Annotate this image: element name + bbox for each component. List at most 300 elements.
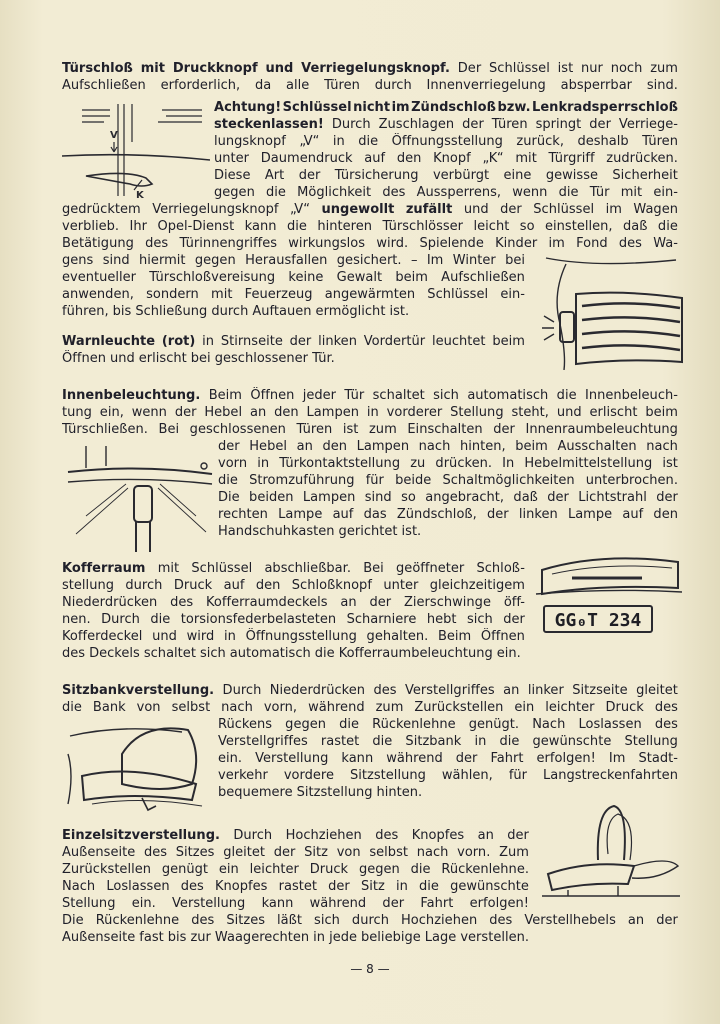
word: die: [657, 219, 678, 234]
word: wenn: [131, 405, 167, 420]
word: Zuschlagen: [378, 117, 455, 132]
word: in: [257, 456, 270, 471]
word: für: [508, 768, 528, 783]
word: Hochziehen: [285, 828, 362, 843]
word: Scharniere: [346, 612, 417, 627]
word: Türschließen.: [62, 422, 148, 437]
einzelsitz-line: [62, 912, 678, 929]
word: bei: [190, 351, 211, 366]
word: Zündschloß,: [396, 507, 477, 522]
word: Beim: [208, 388, 242, 403]
word: Sitzes: [175, 845, 215, 860]
word: Ausschalten: [557, 439, 637, 454]
word: des: [191, 913, 215, 928]
word: Wagen: [633, 202, 678, 217]
word: an: [503, 683, 520, 698]
word: Lage: [424, 930, 457, 945]
word: nur: [581, 61, 603, 76]
word: der: [328, 879, 350, 894]
word: noch: [610, 61, 643, 76]
word: gegen: [214, 185, 255, 200]
word: Stellung: [624, 734, 678, 749]
word: Öffnungsstellung: [245, 629, 357, 644]
word: Öffnen: [480, 629, 525, 644]
word: zum: [375, 700, 404, 715]
word: Diese: [214, 168, 251, 183]
word: mit: [157, 561, 180, 576]
word: rechten: [218, 507, 268, 522]
word: kann: [244, 219, 277, 234]
einzelsitz-line: [62, 861, 529, 878]
tuerschloss-line: [62, 60, 678, 77]
word: hebt: [426, 612, 457, 627]
kofferraum-line: [62, 560, 525, 577]
word: zufällt: [405, 202, 453, 217]
word: in: [223, 629, 236, 644]
label-k: K: [136, 190, 144, 198]
word: die: [218, 473, 238, 488]
word: beim: [492, 334, 525, 349]
kofferraum-line: [62, 611, 525, 628]
word: Türinnengriffes: [179, 236, 278, 251]
word: an: [477, 828, 494, 843]
word: Betätigung: [62, 236, 134, 251]
word: Rückenlehne: [372, 717, 456, 732]
word: ein.: [131, 896, 156, 911]
word: drücken.: [435, 456, 492, 471]
word: gewisse: [545, 168, 599, 183]
word: der: [503, 612, 525, 627]
word: den: [274, 405, 299, 420]
word: Feuerzeug: [244, 287, 313, 302]
word: automatisch: [229, 646, 311, 661]
word: bei: [505, 253, 525, 268]
word: der: [656, 490, 678, 505]
word: Hochziehen: [401, 913, 478, 928]
word: des: [373, 683, 397, 698]
word: Fond: [576, 236, 608, 251]
word: ermöglicht: [315, 304, 386, 319]
word: Art: [264, 168, 285, 183]
word: in: [395, 879, 408, 894]
word: unter: [214, 151, 250, 166]
word: erlischt: [589, 405, 638, 420]
word: Daumendruck: [260, 151, 353, 166]
tuerschloss-line: [62, 77, 678, 94]
word: Rückenlehne.: [441, 862, 529, 877]
word: Druck: [605, 700, 644, 715]
tuerschloss-line: [62, 252, 525, 269]
word: abschließbar.: [264, 561, 351, 576]
word: hiermit: [139, 253, 186, 268]
word: Bei: [363, 561, 384, 576]
word: Knopfes: [214, 879, 268, 894]
word: stellung: [62, 578, 114, 593]
word: Langstreckenfahrten: [543, 768, 678, 783]
word: führen,: [62, 304, 109, 319]
word: der: [382, 896, 405, 911]
word: steht,: [511, 405, 549, 420]
word: in: [366, 405, 379, 420]
warnleuchte-line: [62, 333, 525, 350]
word: kann: [261, 896, 294, 911]
word: für: [365, 473, 384, 488]
word: während: [386, 751, 443, 766]
innenbeleuchtung-line: [218, 455, 678, 472]
word: Zurückstellen: [62, 862, 151, 877]
innenbeleuchtung-line: [62, 404, 678, 421]
word: des: [62, 646, 86, 661]
word: da: [254, 78, 272, 93]
word: Niederdrücken: [269, 683, 366, 698]
word: wirkungslos: [288, 236, 366, 251]
word: hinten,: [459, 439, 506, 454]
word: keine: [288, 270, 324, 285]
word: Bank: [92, 700, 126, 715]
word: ist: [342, 422, 359, 437]
word: Außenseite: [62, 845, 136, 860]
word: nach: [418, 439, 451, 454]
word: Knopfes: [411, 828, 465, 843]
word: der: [273, 845, 296, 860]
word: Stellung: [450, 405, 504, 420]
word: Niederdrücken: [62, 595, 158, 610]
word: Lampe: [567, 507, 613, 522]
word: schaltet: [372, 388, 425, 403]
word: des: [654, 717, 678, 732]
word: Warnleuchte: [62, 334, 156, 349]
word: Schlüssel: [489, 61, 550, 76]
innenbeleuchtung-line: [62, 421, 678, 438]
word: sich: [466, 612, 493, 627]
word: bzw.: [497, 100, 531, 115]
word: Verriegelungsknopf: [152, 202, 279, 217]
word: gewünschte: [450, 879, 529, 894]
word: Türschlösser: [382, 219, 464, 234]
word: zum: [368, 422, 397, 437]
word: mit: [140, 61, 166, 76]
word: Zierschwinge: [403, 595, 491, 610]
word: des: [489, 913, 513, 928]
word: Im: [426, 253, 444, 268]
word: Herausfallen: [245, 253, 328, 268]
word: der: [493, 422, 515, 437]
word: in: [474, 734, 487, 749]
word: linker: [527, 683, 564, 698]
word: Zum: [499, 845, 529, 860]
word: Türsicherung: [334, 168, 419, 183]
word: geschlossenen: [189, 422, 286, 437]
word: Türen: [642, 134, 678, 149]
word: einstellen,: [545, 219, 613, 234]
word: linken: [318, 334, 357, 349]
word: im: [605, 202, 622, 217]
word: die: [558, 185, 579, 200]
word: Vordertür: [363, 334, 426, 349]
word: der: [298, 168, 321, 183]
word: eventueller: [62, 270, 137, 285]
word: Wa-: [653, 236, 678, 251]
word: angewärmten: [324, 287, 416, 302]
word: beim: [515, 439, 548, 454]
word: Kinder: [495, 236, 538, 251]
word: mit: [211, 287, 233, 302]
word: gens: [62, 253, 94, 268]
word: Durch: [331, 117, 371, 132]
warning-light-illustration: [536, 254, 684, 370]
word: bequemere: [218, 785, 293, 800]
word: gleichzeitigem: [429, 578, 525, 593]
word: anwenden,: [62, 287, 134, 302]
word: der: [174, 405, 197, 420]
word: bis: [167, 930, 187, 945]
word: Schloß-: [476, 561, 525, 576]
word: Der: [457, 61, 482, 76]
word: wählen,: [441, 768, 493, 783]
word: ein-: [500, 287, 525, 302]
word: Schlüssel: [191, 561, 253, 576]
word: und: [265, 61, 294, 76]
word: Schaltmöglichkeiten: [442, 473, 575, 488]
word: Kofferraumbeleuchtung: [338, 646, 493, 661]
word: jede: [329, 930, 358, 945]
word: im: [548, 236, 565, 251]
word: wenn: [512, 185, 548, 200]
word: Türen: [491, 117, 528, 132]
word: hinten.: [376, 785, 423, 800]
word: von: [336, 845, 361, 860]
word: verblieb.: [62, 219, 120, 234]
word: daß: [513, 490, 538, 505]
word: jeder: [302, 388, 337, 403]
word: des: [382, 185, 406, 200]
word: an: [340, 595, 357, 610]
word: Handschuhkasten: [218, 524, 335, 539]
word: Stromzuführung: [249, 473, 355, 488]
word: gegen: [285, 717, 327, 732]
word: Rückenlehne: [95, 913, 180, 928]
word: Die: [218, 490, 240, 505]
word: Fahrt: [490, 751, 524, 766]
word: Lichtstrahl: [578, 490, 647, 505]
word: der: [486, 507, 509, 522]
tuerschloss-line: [62, 201, 678, 218]
word: Durch: [222, 683, 262, 698]
word: „V“: [289, 202, 310, 217]
word: des: [145, 236, 169, 251]
word: die: [358, 134, 379, 149]
word: ist.: [401, 524, 422, 539]
word: gegen: [194, 253, 236, 268]
word: Tür.: [312, 351, 335, 366]
word: –: [410, 253, 418, 268]
word: absperrbar: [560, 78, 633, 93]
word: fast: [139, 930, 164, 945]
word: gehalten.: [366, 629, 429, 644]
word: Öffnen: [62, 351, 106, 366]
word: Verstellgriffes: [218, 734, 308, 749]
word: die: [266, 185, 286, 200]
word: im: [391, 100, 410, 115]
word: vorn,: [263, 700, 298, 715]
word: Verstellung: [255, 751, 329, 766]
door-lock-illustration: [62, 102, 210, 198]
word: zur: [190, 930, 211, 945]
word: die: [556, 388, 577, 403]
word: die: [314, 646, 335, 661]
word: Bei: [158, 422, 180, 437]
word: erfolgen!: [536, 751, 596, 766]
word: nach: [221, 700, 253, 715]
word: die: [286, 219, 307, 234]
word: wird: [186, 629, 215, 644]
word: leicht: [473, 219, 510, 234]
word: genügt: [161, 862, 209, 877]
sitzbank-line: [218, 784, 678, 801]
word: verbürgt: [432, 168, 490, 183]
word: mit: [515, 151, 537, 166]
word: der: [369, 595, 392, 610]
word: nen.: [62, 612, 91, 627]
word: Schließung: [135, 304, 208, 319]
word: torsionsfederbelasteten: [180, 612, 337, 627]
word: springt: [535, 117, 582, 132]
word: beim: [395, 270, 428, 285]
word: gewünschte: [532, 734, 612, 749]
word: Sitzbank: [405, 734, 462, 749]
word: steckenlassen!: [214, 117, 324, 132]
word: zu: [410, 456, 426, 471]
word: sich: [433, 388, 459, 403]
tuerschloss-line: [62, 286, 525, 303]
word: gedrücktem: [62, 202, 141, 217]
tuerschloss-line: [214, 167, 678, 184]
word: beiden: [249, 490, 294, 505]
word: mit: [620, 185, 643, 200]
word: linken: [518, 507, 558, 522]
word: lungsknopf: [214, 134, 286, 149]
word: durch: [374, 78, 412, 93]
word: vorn.: [457, 845, 491, 860]
word: Schlüssel: [427, 287, 489, 302]
word: „V“: [299, 134, 320, 149]
word: Druckknopf: [172, 61, 258, 76]
kofferraum-line: [62, 594, 525, 611]
innenbeleuchtung-line: [218, 489, 678, 506]
word: gleitet: [223, 845, 265, 860]
word: der: [218, 439, 240, 454]
word: alle: [286, 78, 310, 93]
word: Lampen: [306, 405, 360, 420]
word: beide: [395, 473, 432, 488]
word: Türkontaktstellung: [279, 456, 401, 471]
word: Sitzbankverstellung.: [62, 683, 215, 698]
word: Im: [608, 751, 626, 766]
word: sind: [364, 490, 392, 505]
word: ein,: [99, 405, 124, 420]
tuerschloss-line: [214, 99, 678, 116]
word: leichter: [545, 700, 595, 715]
word: Türen: [296, 422, 333, 437]
word: wird.: [376, 236, 409, 251]
word: Sitzstellung: [296, 785, 373, 800]
word: deshalb: [577, 134, 629, 149]
kofferraum-line: [62, 628, 525, 645]
word: des: [618, 236, 642, 251]
word: schaltet: [143, 646, 196, 661]
word: verstellen.: [460, 930, 530, 945]
word: Türschloß: [62, 61, 133, 76]
word: die: [419, 879, 439, 894]
word: ein: [218, 862, 239, 877]
word: sondern: [146, 287, 199, 302]
word: Innenverriegelung: [426, 78, 546, 93]
word: Zurückstellen: [414, 700, 504, 715]
word: daß: [623, 219, 648, 234]
word: Lampen: [356, 439, 410, 454]
word: auf: [332, 507, 354, 522]
word: so: [519, 219, 535, 234]
word: ein.: [218, 751, 243, 766]
einzelsitz-line: [62, 929, 678, 946]
word: Die: [62, 913, 84, 928]
word: Fahrt: [420, 896, 454, 911]
einzelsitz-line: [62, 878, 529, 895]
page-number: — 8 —: [350, 962, 390, 976]
word: Schlüssel: [533, 202, 595, 217]
word: Innenbeleuch-: [584, 388, 678, 403]
word: ist: [557, 61, 574, 76]
word: die: [62, 700, 82, 715]
word: vordere: [283, 768, 335, 783]
word: sich: [314, 913, 340, 928]
word: Aufschließen: [441, 270, 525, 285]
word: Kofferdeckel: [62, 629, 143, 644]
innenbeleuchtung-line: [218, 438, 678, 455]
tuerschloss-line: [62, 235, 678, 252]
word: in: [313, 930, 326, 945]
word: Druck: [309, 862, 349, 877]
word: Sitzstellung: [350, 768, 426, 783]
word: der: [462, 117, 484, 132]
word: tung: [62, 405, 92, 420]
sitzbank-line: [218, 767, 678, 784]
word: Aussperrens,: [416, 185, 502, 200]
word: Außenseite: [62, 930, 136, 945]
tuerschloss-line: [62, 269, 525, 286]
word: des: [375, 828, 399, 843]
word: die: [499, 734, 520, 749]
word: Hebel: [249, 439, 287, 454]
word: an: [627, 913, 645, 928]
word: des: [654, 700, 678, 715]
word: Hebel: [204, 405, 243, 420]
word: gegen: [358, 862, 400, 877]
word: Nach: [532, 717, 566, 732]
word: und: [556, 405, 582, 420]
word: von: [136, 700, 161, 715]
word: durch: [351, 913, 389, 928]
innenbeleuchtung-line: [218, 506, 678, 523]
word: während: [309, 896, 367, 911]
word: Schlüssel: [282, 100, 352, 115]
word: läßt: [277, 913, 302, 928]
word: ein: [514, 700, 535, 715]
word: den: [396, 151, 422, 166]
word: der: [289, 334, 312, 349]
word: Deckels: [89, 646, 140, 661]
word: Loslassen: [578, 717, 642, 732]
